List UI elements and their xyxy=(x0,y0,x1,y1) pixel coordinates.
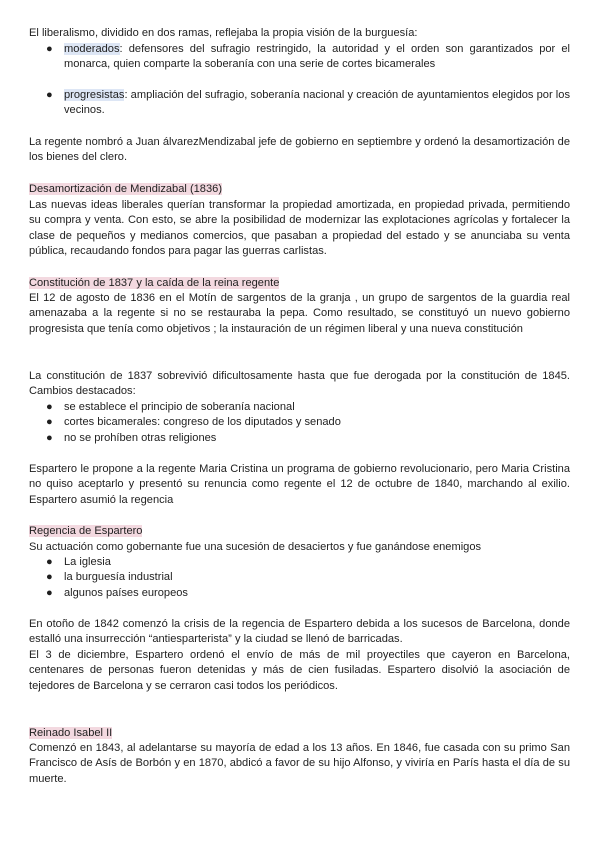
enemies-list xyxy=(29,555,570,601)
section-heading-text: Reinado Isabel II xyxy=(29,727,113,739)
crisis-paragraph: En otoño de 1842 comenzó la crisis de la regencia de Espartero debida a los sucesos de Barcelona, donde estalló una insurrección “antiesparterista” y la ciudad se llenó de barricadas. xyxy=(29,618,570,646)
section-heading xyxy=(29,524,570,539)
regent-paragraph: La regente nombró a Juan álvarezMendizabal jefe de gobierno en septiembre y ordenó la desamortización de los bienes del clero. xyxy=(29,136,570,164)
bombardeo-paragraph: El 3 de diciembre, Espartero ordenó el envío de más de mil proyectiles que cayeron en Barcelona, centenares de personas fueron detenidas y más de cien fusiladas. Espartero disolvió la asociación de tejedores de Barcelona y se cerraron casi todos los periódicos. xyxy=(29,649,570,692)
branch-description: : ampliación del sufragio, soberanía nacional y creación de ayuntamientos elegidos por los vecinos. xyxy=(64,88,570,117)
bullet-icon: ● xyxy=(46,571,53,584)
bullet-icon: ● xyxy=(46,88,53,101)
bullet-icon: ● xyxy=(46,586,53,599)
espartero-paragraph: Espartero le propone a la regente Maria Cristina un programa de gobierno revolucionario, pero Maria Cristina no quiso aceptarlo y presentó su renuncia como regente el 12 de octubre de 1840, marchando al exilio. Espartero asumió la regencia xyxy=(29,463,570,506)
constitucion-paragraph: El 12 de agosto de 1836 en el Motín de sargentos de la granja , un grupo de sargentos de la guardia real amenazaba a la regente si no se restauraba la pepa. Como resultado, se constituyó un nuevo gobierno progresista que tenía como objetivos ; la instauración de un régimen liberal y una nueva constitución xyxy=(29,292,570,335)
section-heading xyxy=(29,276,570,291)
list-item: ● no se prohíben otras religiones xyxy=(29,431,570,446)
list-item: ● la burguesía industrial xyxy=(29,570,570,585)
list-item xyxy=(29,42,570,73)
desamortizacion-paragraph: Las nuevas ideas liberales querían transformar la propiedad amortizada, en propiedad privada, permitiendo su compra y venta. Con esto, se abre la posibilidad de modernizar las explotaciones agrícolas y fortalecer la clase de pequeños y medianos comercios, que pasaban a propiedad del estado y se anunciaba su venta pública, recaudando fondos para pagar las guerras carlistas. xyxy=(29,199,570,258)
bullet-icon: ● xyxy=(46,431,53,444)
liberal-branches-list xyxy=(29,42,570,119)
section-heading-text: Desamortización de Mendizabal (1836) xyxy=(29,183,223,195)
branch-description: : defensores del sufragio restringido, la autoridad y el orden son garantizados por el monarca, quien comparte la soberanía con una serie de cortes bicamerales xyxy=(64,43,570,71)
bullet-icon: ● xyxy=(46,43,53,55)
branch-term: moderados xyxy=(64,43,120,55)
bullet-icon: ● xyxy=(46,556,53,568)
intro-paragraph: El liberalismo, dividido en dos ramas, reflejaba la propia visión de la burguesía: xyxy=(29,27,418,39)
section-heading xyxy=(29,726,570,741)
list-item xyxy=(29,88,570,119)
list-item: ● se establece el principio de soberanía nacional xyxy=(29,400,570,415)
regencia-paragraph: Su actuación como gobernante fue una sucesión de desaciertos y fue ganándose enemigos xyxy=(29,541,482,553)
list-item: ● algunos países europeos xyxy=(29,586,570,601)
list-item: ● cortes bicamerales: congreso de los diputados y senado xyxy=(29,415,570,430)
section-heading-text: Constitución de 1837 y la caída de la reina regente xyxy=(29,277,280,289)
changes-list xyxy=(29,400,570,446)
section-heading xyxy=(29,182,570,197)
list-item: ● La iglesia xyxy=(29,555,570,570)
branch-term: progresistas xyxy=(64,88,125,101)
constitucion-1837-paragraph: La constitución de 1837 sobrevivió dificultosamente hasta que fue derogada por la constitución de 1845. Cambios destacados: xyxy=(29,370,570,398)
isabel-paragraph: Comenzó en 1843, al adelantarse su mayoría de edad a los 13 años. En 1846, fue casada con su primo San Francisco de Asís de Borbón y en 1870, abdicó a favor de su hijo Alfonso, y viviría en París hasta el día de su muerte. xyxy=(29,742,570,785)
bullet-icon: ● xyxy=(46,401,53,413)
bullet-icon: ● xyxy=(46,416,53,429)
section-heading-text: Regencia de Espartero xyxy=(29,525,143,537)
